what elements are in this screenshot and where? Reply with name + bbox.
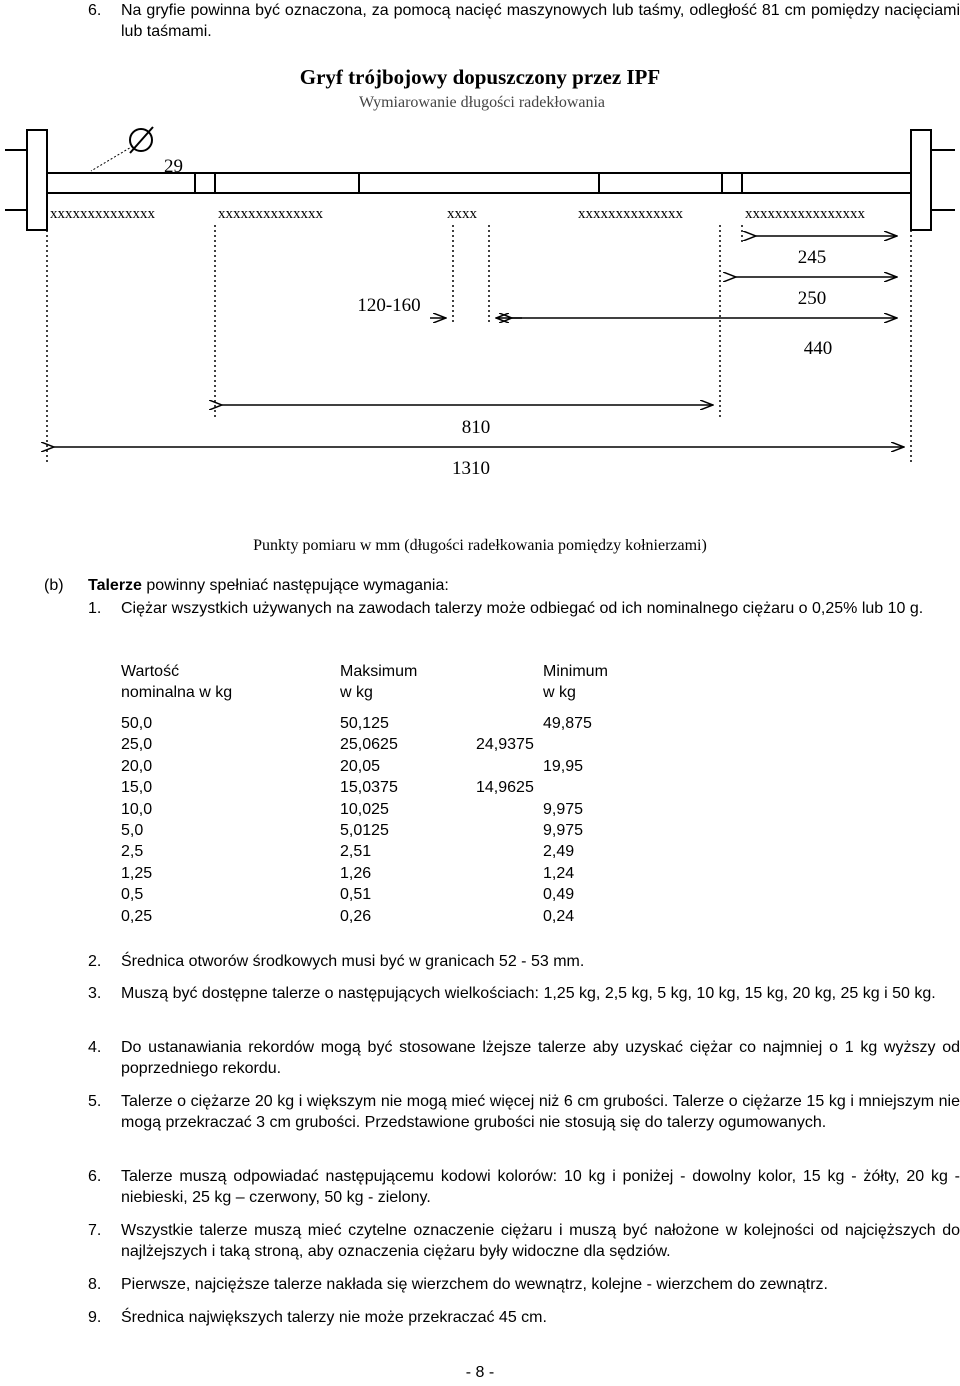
diagram-subtitle: Wymiarowanie długości radekłowania (358, 94, 606, 111)
req-4-number: 4. (88, 1039, 102, 1056)
req-2-number: 2. (88, 953, 102, 970)
knurl-left-outer: xxxxxxxxxxxxxx (50, 206, 155, 222)
table-header-max-line2: w kg (340, 684, 373, 701)
diameter-value: 29 (164, 156, 183, 177)
table-cell-min: 19,95 (543, 757, 584, 775)
table-cell-max: 0,26 (340, 907, 372, 925)
dim-440-label: 440 (803, 338, 833, 359)
req-8-number: 8. (88, 1276, 102, 1293)
table-header-nominal-line2: nominalna w kg (121, 684, 233, 701)
table-cell-min: 49,875 (543, 715, 592, 732)
dim-1310-label: 1310 (452, 458, 490, 479)
table-header-max-line1: Maksimum (340, 663, 418, 680)
table-header-min-line2: w kg (543, 684, 576, 701)
table-cell-min: 2,49 (543, 843, 575, 861)
table-cell-nominal: 10,0 (121, 800, 153, 818)
req-5-number: 5. (88, 1093, 102, 1110)
table-cell-max: 15,0375 (340, 779, 398, 797)
table-header-max (340, 661, 417, 703)
table-cell-max: 50,125 (340, 715, 389, 732)
table-cell-nominal: 5,0 (121, 822, 144, 839)
table-cell-nominal: 20,0 (121, 757, 153, 775)
shaft-mark-left (195, 173, 215, 193)
table-cell-nominal: 2,5 (121, 843, 144, 861)
table-cell-max: 5,0125 (340, 822, 389, 839)
table-header-min-line1: Minimum (543, 663, 608, 680)
barbell-diagram (0, 60, 960, 560)
item-6-number: 6. (88, 2, 102, 19)
dim-245-label: 245 (797, 247, 827, 268)
table-cell-min: 0,49 (543, 886, 575, 904)
section-b-heading-bold: Talerze (88, 577, 142, 594)
table-cell-nominal: 50,0 (121, 715, 153, 732)
req-3-text: Muszą być dostępne talerze o następujących wielkościach: 1,25 kg, 2,5 kg, 5 kg, 10 kg, 15 kg, 20 kg, 25 kg i 50 kg. (121, 985, 936, 1002)
table-cell-nominal: 0,5 (121, 886, 144, 904)
diameter-leader (91, 146, 133, 171)
req-7-text: Wszystkie talerze muszą mieć czytelne oznaczenie ciężaru i muszą być nałożone w kolejności od najcięższych do najlżejszych i taką stroną, aby oznaczenia ciężaru były widoczne dla sędziów. (121, 1222, 960, 1260)
diagram-caption: Punkty pomiaru w mm (długości radełkowania pomiędzy kołnierzami) (253, 537, 707, 554)
table-cell-min: 0,24 (543, 907, 575, 925)
table-cell-nominal: 15,0 (121, 779, 153, 797)
left-collar (27, 130, 47, 230)
req-6-text: Talerze muszą odpowiadać następującemu kodowi kolorów: 10 kg i poniżej - dowolny kolor, 15 kg - żółty, 20 kg - niebieski, 25 kg – czerwony, 50 kg - zielony. (121, 1168, 960, 1206)
req-9-number: 9. (88, 1309, 102, 1326)
knurl-right-outer: xxxxxxxxxxxxxxxx (745, 206, 865, 222)
right-collar (911, 130, 931, 230)
req-6-number: 6. (88, 1168, 102, 1185)
req-3-number: 3. (88, 985, 102, 1002)
req-4-text: Do ustanawiania rekordów mogą być stosowane lżejsze talerze aby uzyskać ciężar co najmniej o 1 kg wyższy od poprzedniego rekordu. (121, 1039, 960, 1077)
table-cell-max: 10,025 (340, 800, 389, 818)
knurl-left-inner: xxxxxxxxxxxxxx (218, 206, 323, 222)
req-1-number: 1. (88, 600, 102, 617)
table-cell-nominal: 0,25 (121, 907, 153, 925)
table-header-nominal (121, 661, 232, 703)
table-cell-min: 14,9625 (476, 779, 534, 797)
req-8-text: Pierwsze, najcięższe talerze nakłada się wierzchem do wewnątrz, kolejne - wierzchem do zewnątrz. (121, 1276, 828, 1293)
section-b-label: (b) (44, 577, 64, 594)
shaft-mark-right (722, 173, 742, 193)
table-header-nominal-line1: Wartość (121, 663, 180, 680)
table-cell-max: 25,0625 (340, 736, 398, 754)
table-cell-min: 24,9375 (476, 736, 534, 754)
req-7-number: 7. (88, 1222, 102, 1239)
table-cell-nominal: 25,0 (121, 736, 153, 754)
item-6-text: Na gryfie powinna być oznaczona, za pomocą nacięć maszynowych lub taśmy, odległość 81 cm pomiędzy nacięciami lub taśmami. (121, 2, 960, 40)
knurl-center: xxxx (447, 206, 477, 222)
req-2-text: Średnica otworów środkowych musi być w granicach 52 - 53 mm. (121, 953, 585, 970)
req-1-text: Ciężar wszystkich używanych na zawodach talerzy może odbiegać od ich nominalnego ciężaru o 0,25% lub 10 g. (121, 600, 924, 617)
page-number: - 8 - (465, 1364, 495, 1381)
req-9-text: Średnica największych talerzy nie może przekraczać 45 cm. (121, 1309, 547, 1326)
table-cell-max: 2,51 (340, 843, 372, 861)
table-cell-max: 20,05 (340, 757, 381, 775)
table-cell-max: 0,51 (340, 886, 372, 904)
diagram-title: Gryf trójbojowy dopuszczony przez IPF (299, 65, 661, 89)
table-cell-min: 1,24 (543, 864, 575, 882)
table-cell-min: 9,975 (543, 800, 584, 818)
table-cell-nominal: 1,25 (121, 864, 153, 882)
dim-250-label: 250 (797, 288, 827, 309)
dim-810-label: 810 (461, 417, 491, 438)
section-b-heading (88, 575, 449, 596)
dim-120-160-label: 120-160 (357, 295, 421, 316)
section-b-heading-rest: powinny spełniać następujące wymagania: (141, 577, 449, 594)
table-cell-min: 9,975 (543, 822, 584, 839)
table-header-min (543, 661, 608, 703)
table-cell-max: 1,26 (340, 864, 372, 882)
knurl-right-inner: xxxxxxxxxxxxxx (578, 206, 683, 222)
req-5-text: Talerze o ciężarze 20 kg i większym nie mogą mieć więcej niż 6 cm grubości. Talerze o ciężarze 15 kg i mniejszym nie mogą przekraczać 3 cm grubości. Przedstawione grubości nie stosują się do talerzy ogumowanych. (121, 1093, 960, 1131)
